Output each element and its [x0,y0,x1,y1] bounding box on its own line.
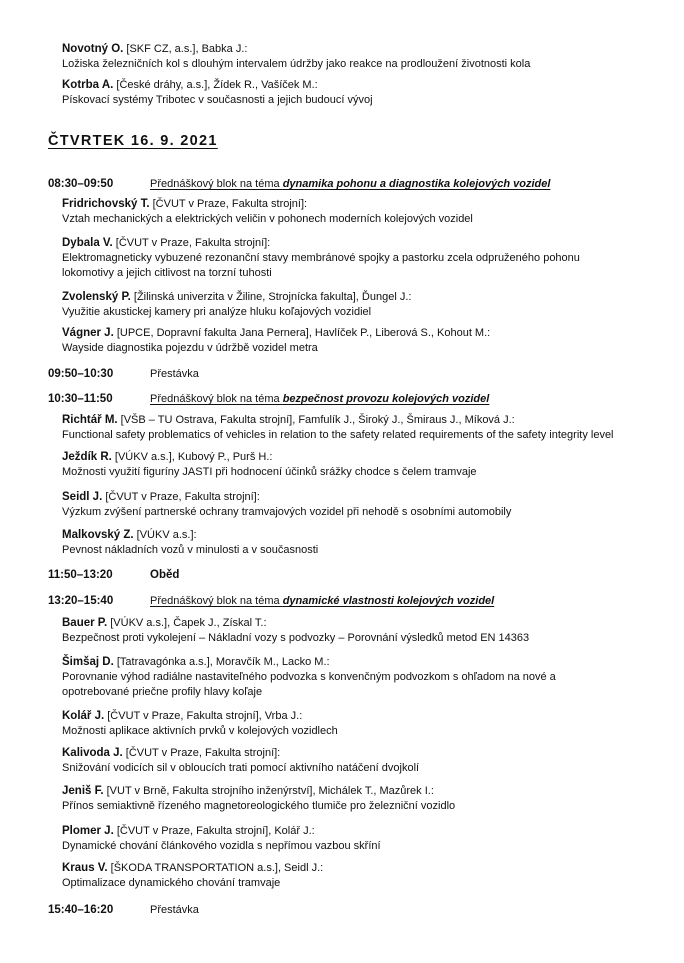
entry-title: Ložiska železničních kol s dlouhým intervalem údržby jako reakce na prodloužení životnosti kola [62,58,531,70]
entry-title: Možnosti aplikace aktivních prvků v kolejových vozidlech [62,725,338,737]
session-row [48,568,668,583]
programme-entry [62,784,662,814]
entry-author: Kalivoda J. [62,747,123,759]
entry-title: Porovnanie výhod radiálne nastaviteľného podvozka s konvenčným podvozkom s ohľadom na nové a opotrebované priečne profily hlavy koľaje [62,671,556,698]
session-row [48,392,668,407]
session-time: 11:50–13:20 [48,569,113,581]
entry-affiliation: [VÚKV a.s.]: [133,529,197,541]
session-time: 15:40–16:20 [48,904,114,916]
programme-entry [62,42,662,72]
entry-title: Functional safety problematics of vehicles in relation to the safety related requirements of the safety integrity level [62,429,614,441]
entry-affiliation: [VŠB – TU Ostrava, Fakulta strojní], Famfulík J., Široký J., Šmiraus J., Míková J.: [117,414,515,426]
entry-title: Možnosti využití figuríny JASTI při hodnocení účinků srážky chodce s čelem tramvaje [62,466,477,478]
session-label: Přestávka [150,368,199,380]
entry-title: Pískovací systémy Tribotec v současnosti a jejich budoucí vývoj [62,94,373,106]
entry-affiliation: [ČVUT v Praze, Fakulta strojní], Kolář J.: [113,825,315,837]
programme-entry [62,197,662,227]
entry-title: Přínos semiaktivně řízeného magnetoreologického tlumiče pro železniční vozidlo [62,800,456,812]
programme-entry [62,861,662,891]
entry-affiliation: [ŠKODA TRANSPORTATION a.s.], Seidl J.: [107,862,324,874]
entry-affiliation: [VÚKV a.s.], Čapek J., Získal T.: [107,617,267,629]
session-topic: dynamika pohonu a diagnostika kolejových vozidel [282,178,551,190]
programme-entry [62,290,662,320]
programme-entry [62,824,662,854]
session-topic: bezpečnost provozu kolejových vozidel [282,393,490,405]
session-row [48,594,668,609]
entry-affiliation: [Žilinská univerzita v Žiline, Strojnícka fakulta], Ďungel J.: [130,291,412,303]
entry-author: Ježdík R. [62,451,112,463]
session-time: 10:30–11:50 [48,393,113,405]
entry-title: Wayside diagnostika pojezdu v údržbě vozidel metra [62,342,318,354]
programme-entry [62,236,662,281]
entry-title: Snižování vodicích sil v obloucích trati pomocí aktivního natáčení dvojkolí [62,762,420,774]
entry-affiliation: [ČVUT v Praze, Fakulta strojní]: [102,491,260,503]
entry-affiliation: [ČVUT v Praze, Fakulta strojní]: [112,237,271,249]
entry-author: Dybala V. [62,237,113,249]
entry-title: Vztah mechanických a elektrických veličin v pohonech moderních kolejových vozidel [62,213,473,225]
entry-affiliation: [České dráhy, a.s.], Žídek R., Vašíček M.: [113,79,318,91]
entry-affiliation: [ČVUT v Praze, Fakulta strojní]: [149,198,308,210]
entry-affiliation: [VÚKV a.s.], Kubový P., Purš H.: [111,451,273,463]
entry-affiliation: [Tatravagónka a.s.], Moravčík M., Lacko M.: [113,656,330,668]
session-label [150,393,489,405]
entry-author: Zvolenský P. [62,291,131,303]
session-label: Přestávka [150,904,199,916]
programme-entry [62,490,662,520]
programme-entry [62,450,662,480]
programme-entry [62,413,662,443]
entry-author: Kolář J. [62,710,105,722]
session-row [48,367,668,382]
entry-title: Optimalizace dynamického chování tramvaje [62,877,281,889]
entry-affiliation: [UPCE, Dopravní fakulta Jana Pernera], Havlíček P., Liberová S., Kohout M.: [113,327,491,339]
day-heading: ČTVRTEK 16. 9. 2021 [48,133,218,149]
entry-author: Šimšaj D. [62,656,114,668]
session-prefix: Přednáškový blok na téma [150,595,283,607]
entry-author: Kraus V. [62,862,108,874]
entry-author: Vágner J. [62,327,114,339]
entry-affiliation: [SKF CZ, a.s.], Babka J.: [123,43,248,55]
entry-author: Novotný O. [62,43,124,55]
session-topic: dynamické vlastnosti kolejových vozidel [282,595,495,607]
programme-entry [62,655,662,700]
programme-entry [62,528,662,558]
entry-title: Dynamické chování článkového vozidla s nepřímou vazbou skříní [62,840,381,852]
session-time: 13:20–15:40 [48,595,114,607]
entry-title: Výzkum zvýšení partnerské ochrany tramvajových vozidel při nehodě s osobními automobily [62,506,512,518]
entry-author: Kotrba A. [62,79,114,91]
entry-title: Elektromagneticky vybuzené rezonanční stavy membránové spojky a pastorku zcela odpruženého pohonu lokomotivy a jejich citlivost na torzní tuhosti [62,252,580,279]
entry-affiliation: [ČVUT v Praze, Fakulta strojní]: [122,747,281,759]
session-label [150,178,550,190]
entry-author: Fridrichovský T. [62,198,150,210]
session-row [48,177,668,192]
entry-affiliation: [VUT v Brně, Fakulta strojního inženýrství], Michálek T., Mazůrek I.: [103,785,434,797]
entry-title: Bezpečnost proti vykolejení – Nákladní vozy s podvozky – Porovnání výsledků metod EN 14363 [62,632,530,644]
entry-author: Plomer J. [62,825,114,837]
entry-author: Seidl J. [62,491,103,503]
session-time: 08:30–09:50 [48,178,114,190]
programme-entry [62,709,662,739]
session-prefix: Přednáškový blok na téma [150,178,283,190]
programme-entry [62,78,662,108]
session-label [150,595,494,607]
entry-author: Jeniš F. [62,785,104,797]
entry-title: Využitie akustickej kamery pri analýze hluku koľajových vozidiel [62,306,372,318]
session-prefix: Přednáškový blok na téma [150,393,283,405]
session-row [48,903,668,918]
session-label: Oběd [150,569,180,581]
entry-author: Bauer P. [62,617,108,629]
entry-author: Malkovský Z. [62,529,134,541]
programme-entry [62,326,662,356]
entry-author: Richtář M. [62,414,118,426]
programme-entry [62,746,662,776]
entry-title: Pevnost nákladních vozů v minulosti a v současnosti [62,544,319,556]
entry-affiliation: [ČVUT v Praze, Fakulta strojní], Vrba J.: [104,710,303,722]
session-time: 09:50–10:30 [48,368,114,380]
programme-entry [62,616,662,646]
